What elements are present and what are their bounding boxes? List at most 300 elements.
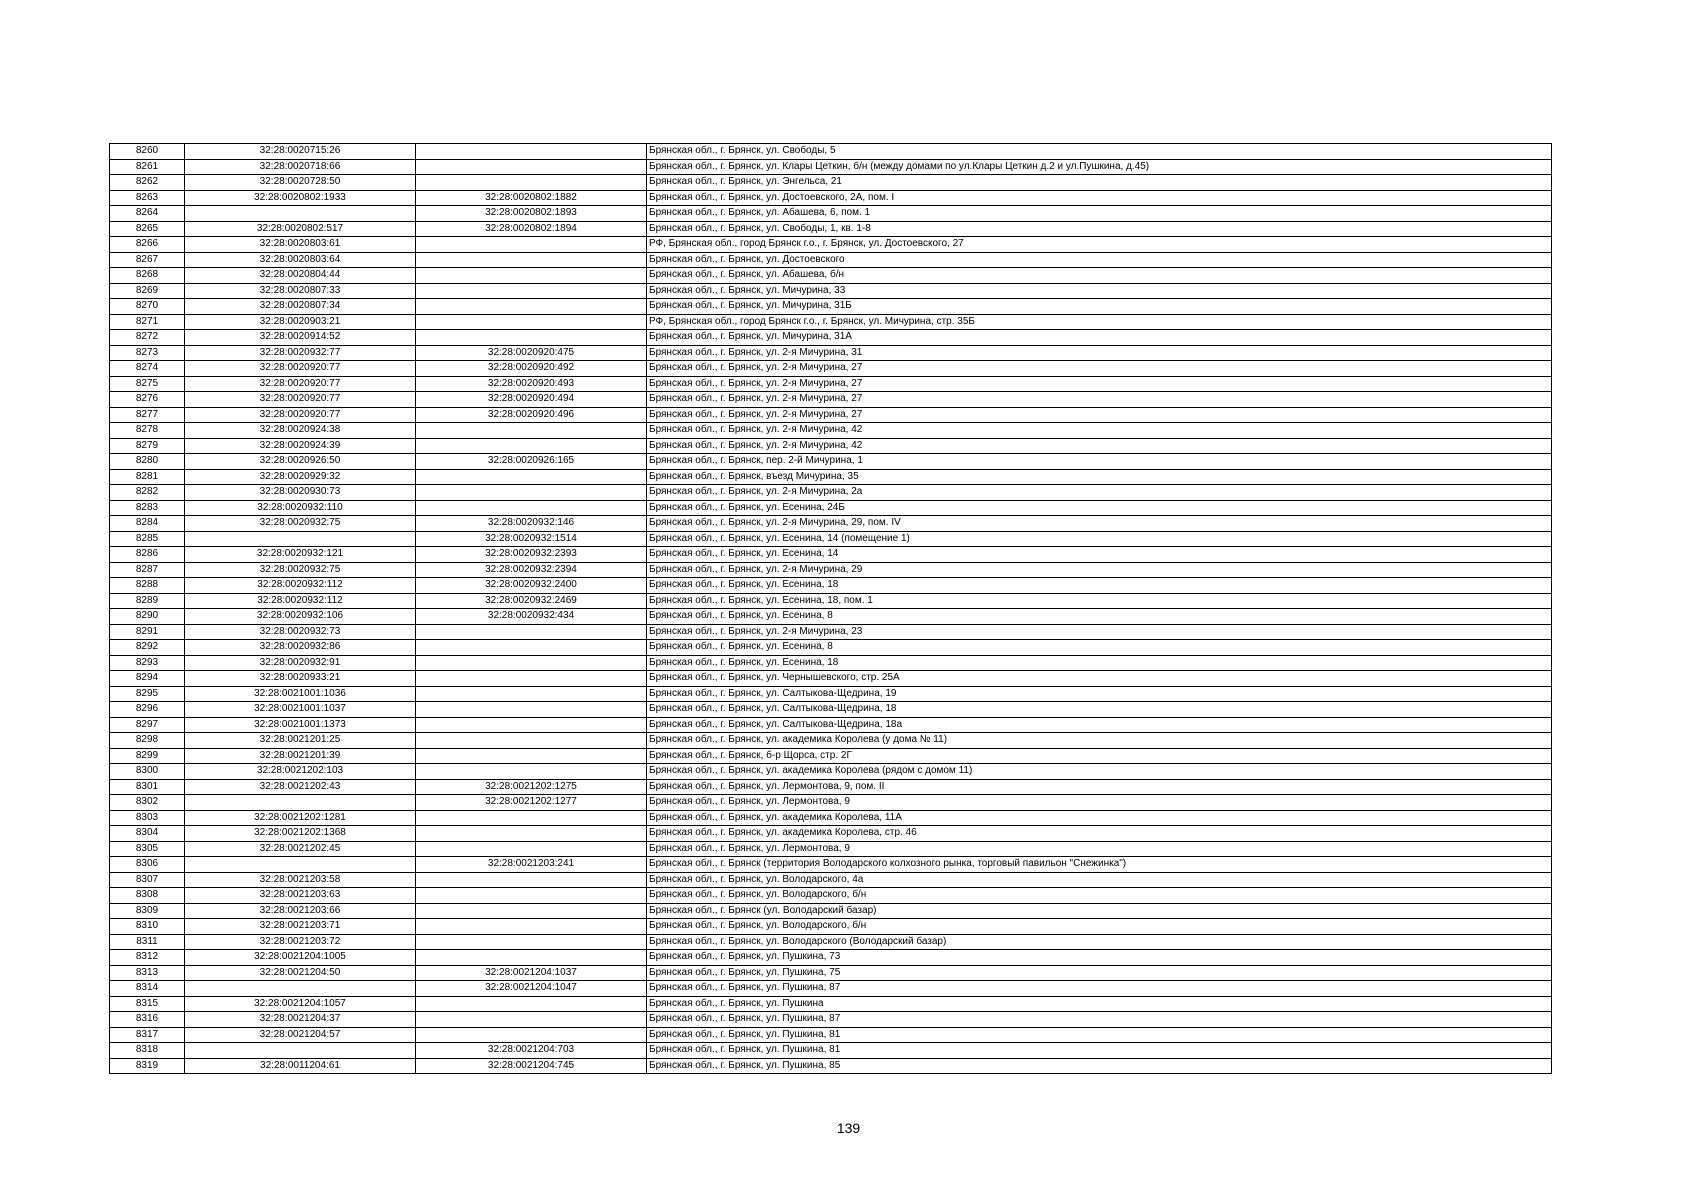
cadastral-number-cell: 32:28:0020920:77 xyxy=(185,361,416,377)
table-row xyxy=(110,361,1552,377)
object-number-cell xyxy=(416,671,647,687)
row-number-cell: 8290 xyxy=(110,609,185,625)
row-number-cell: 8278 xyxy=(110,423,185,439)
address-cell: Брянская обл., г. Брянск, ул. 2-я Мичурина, 2а xyxy=(647,485,1552,501)
table-row xyxy=(110,144,1552,160)
object-number-cell xyxy=(416,996,647,1012)
address-cell: Брянская обл., г. Брянск, ул. академика Королева (у дома № 11) xyxy=(647,733,1552,749)
object-number-cell xyxy=(416,733,647,749)
object-number-cell: 32:28:0020920:492 xyxy=(416,361,647,377)
cadastral-number-cell: 32:28:0020932:75 xyxy=(185,516,416,532)
object-number-cell: 32:28:0020932:2400 xyxy=(416,578,647,594)
object-number-cell: 32:28:0020932:2393 xyxy=(416,547,647,563)
table-row xyxy=(110,1043,1552,1059)
address-cell: Брянская обл., г. Брянск, въезд Мичурина, 35 xyxy=(647,469,1552,485)
table-row xyxy=(110,531,1552,547)
cadastral-number-cell: 32:28:0020932:106 xyxy=(185,609,416,625)
table-row xyxy=(110,1027,1552,1043)
object-number-cell xyxy=(416,469,647,485)
object-number-cell xyxy=(416,423,647,439)
object-number-cell: 32:28:0021204:703 xyxy=(416,1043,647,1059)
row-number-cell: 8317 xyxy=(110,1027,185,1043)
row-number-cell: 8283 xyxy=(110,500,185,516)
object-number-cell: 32:28:0020920:496 xyxy=(416,407,647,423)
row-number-cell: 8315 xyxy=(110,996,185,1012)
object-number-cell xyxy=(416,903,647,919)
row-number-cell: 8289 xyxy=(110,593,185,609)
address-cell: Брянская обл., г. Брянск, ул. Есенина, 18, пом. 1 xyxy=(647,593,1552,609)
cadastral-number-cell: 32:28:0020803:64 xyxy=(185,252,416,268)
address-cell: РФ, Брянская обл., город Брянск г.о., г. Брянск, ул. Достоевского, 27 xyxy=(647,237,1552,253)
register-body xyxy=(110,144,1552,1074)
object-number-cell: 32:28:0020920:493 xyxy=(416,376,647,392)
object-number-cell: 32:28:0020932:434 xyxy=(416,609,647,625)
cadastral-number-cell: 32:28:0021203:63 xyxy=(185,888,416,904)
object-number-cell: 32:28:0021202:1277 xyxy=(416,795,647,811)
cadastral-number-cell: 32:28:0021204:50 xyxy=(185,965,416,981)
address-cell: Брянская обл., г. Брянск, ул. Достоевского, 2А, пом. I xyxy=(647,190,1552,206)
row-number-cell: 8296 xyxy=(110,702,185,718)
object-number-cell xyxy=(416,888,647,904)
cadastral-number-cell: 32:28:0020920:77 xyxy=(185,392,416,408)
table-row xyxy=(110,857,1552,873)
address-cell: Брянская обл., г. Брянск, ул. Пушкина, 73 xyxy=(647,950,1552,966)
object-number-cell: 32:28:0021204:745 xyxy=(416,1058,647,1074)
cadastral-number-cell: 32:28:0021201:39 xyxy=(185,748,416,764)
cadastral-number-cell: 32:28:0020930:73 xyxy=(185,485,416,501)
row-number-cell: 8292 xyxy=(110,640,185,656)
address-cell: Брянская обл., г. Брянск (территория Володарского колхозного рынка, торговый павильон "Снежинка") xyxy=(647,857,1552,873)
table-row xyxy=(110,624,1552,640)
address-cell: Брянская обл., г. Брянск, ул. Энгельса, 21 xyxy=(647,175,1552,191)
address-cell: Брянская обл., г. Брянск, ул. 2-я Мичурина, 29 xyxy=(647,562,1552,578)
row-number-cell: 8276 xyxy=(110,392,185,408)
address-cell: Брянская обл., г. Брянск, ул. Салтыкова-Щедрина, 18 xyxy=(647,702,1552,718)
row-number-cell: 8300 xyxy=(110,764,185,780)
table-row xyxy=(110,779,1552,795)
table-row xyxy=(110,454,1552,470)
table-row xyxy=(110,500,1552,516)
address-cell: Брянская обл., г. Брянск, ул. Мичурина, 31Б xyxy=(647,299,1552,315)
address-cell: Брянская обл., г. Брянск, пер. 2-й Мичурина, 1 xyxy=(647,454,1552,470)
address-cell: Брянская обл., г. Брянск, ул. Абашева, 6, пом. 1 xyxy=(647,206,1552,222)
address-cell: Брянская обл., г. Брянск, ул. Абашева, б/н xyxy=(647,268,1552,284)
address-cell: Брянская обл., г. Брянск, ул. 2-я Мичурина, 29, пом. IV xyxy=(647,516,1552,532)
table-row xyxy=(110,1012,1552,1028)
cadastral-number-cell: 32:28:0021204:57 xyxy=(185,1027,416,1043)
table-row xyxy=(110,392,1552,408)
cadastral-number-cell: 32:28:0021202:43 xyxy=(185,779,416,795)
table-row xyxy=(110,237,1552,253)
object-number-cell: 32:28:0020932:2469 xyxy=(416,593,647,609)
address-cell: Брянская обл., г. Брянск, ул. Свободы, 1, кв. 1-8 xyxy=(647,221,1552,237)
row-number-cell: 8293 xyxy=(110,655,185,671)
table-row xyxy=(110,516,1552,532)
object-number-cell xyxy=(416,438,647,454)
cadastral-number-cell: 32:28:0020728:50 xyxy=(185,175,416,191)
address-cell: Брянская обл., г. Брянск, б-р Щорса, стр. 2Г xyxy=(647,748,1552,764)
table-row xyxy=(110,206,1552,222)
cadastral-number-cell: 32:28:0020929:32 xyxy=(185,469,416,485)
address-cell: Брянская обл., г. Брянск, ул. Володарского, б/н xyxy=(647,888,1552,904)
row-number-cell: 8262 xyxy=(110,175,185,191)
object-number-cell xyxy=(416,500,647,516)
address-cell: Брянская обл., г. Брянск, ул. 2-я Мичурина, 27 xyxy=(647,361,1552,377)
cadastral-number-cell: 32:28:0021204:37 xyxy=(185,1012,416,1028)
row-number-cell: 8314 xyxy=(110,981,185,997)
row-number-cell: 8318 xyxy=(110,1043,185,1059)
address-cell: Брянская обл., г. Брянск, ул. Салтыкова-Щедрина, 19 xyxy=(647,686,1552,702)
cadastral-number-cell: 32:28:0020802:517 xyxy=(185,221,416,237)
cadastral-number-cell: 32:28:0021202:103 xyxy=(185,764,416,780)
object-number-cell xyxy=(416,1012,647,1028)
address-cell: Брянская обл., г. Брянск, ул. Лермонтова, 9 xyxy=(647,841,1552,857)
address-cell: Брянская обл., г. Брянск, ул. Есенина, 18 xyxy=(647,578,1552,594)
address-cell: Брянская обл., г. Брянск, ул. Свободы, 5 xyxy=(647,144,1552,160)
cadastral-number-cell: 32:28:0020802:1933 xyxy=(185,190,416,206)
row-number-cell: 8275 xyxy=(110,376,185,392)
table-row xyxy=(110,733,1552,749)
cadastral-number-cell: 32:28:0021203:66 xyxy=(185,903,416,919)
table-row xyxy=(110,485,1552,501)
table-row xyxy=(110,407,1552,423)
address-cell: Брянская обл., г. Брянск, ул. Володарского, б/н xyxy=(647,919,1552,935)
object-number-cell xyxy=(416,283,647,299)
object-number-cell xyxy=(416,159,647,175)
object-number-cell: 32:28:0020802:1882 xyxy=(416,190,647,206)
address-cell: Брянская обл., г. Брянск, ул. Пушкина, 85 xyxy=(647,1058,1552,1074)
row-number-cell: 8313 xyxy=(110,965,185,981)
object-number-cell: 32:28:0021204:1037 xyxy=(416,965,647,981)
object-number-cell xyxy=(416,919,647,935)
row-number-cell: 8291 xyxy=(110,624,185,640)
object-number-cell xyxy=(416,485,647,501)
object-number-cell: 32:28:0020802:1894 xyxy=(416,221,647,237)
object-number-cell xyxy=(416,764,647,780)
address-cell: Брянская обл., г. Брянск, ул. Пушкина xyxy=(647,996,1552,1012)
row-number-cell: 8280 xyxy=(110,454,185,470)
row-number-cell: 8279 xyxy=(110,438,185,454)
table-row xyxy=(110,593,1552,609)
object-number-cell: 32:28:0020920:494 xyxy=(416,392,647,408)
cadastral-number-cell: 32:28:0020807:34 xyxy=(185,299,416,315)
cadastral-number-cell: 32:28:0020803:61 xyxy=(185,237,416,253)
object-number-cell: 32:28:0020920:475 xyxy=(416,345,647,361)
object-number-cell xyxy=(416,299,647,315)
table-row xyxy=(110,640,1552,656)
object-number-cell xyxy=(416,717,647,733)
object-number-cell xyxy=(416,640,647,656)
row-number-cell: 8297 xyxy=(110,717,185,733)
table-row xyxy=(110,702,1552,718)
cadastral-number-cell: 32:28:0020903:21 xyxy=(185,314,416,330)
address-cell: Брянская обл., г. Брянск, ул. Мичурина, 33 xyxy=(647,283,1552,299)
cadastral-number-cell: 32:28:0020926:50 xyxy=(185,454,416,470)
cadastral-number-cell: 32:28:0021202:45 xyxy=(185,841,416,857)
row-number-cell: 8281 xyxy=(110,469,185,485)
table-row xyxy=(110,888,1552,904)
object-number-cell xyxy=(416,748,647,764)
object-number-cell xyxy=(416,810,647,826)
table-row xyxy=(110,423,1552,439)
cadastral-number-cell: 32:28:0021001:1037 xyxy=(185,702,416,718)
table-row xyxy=(110,872,1552,888)
cadastral-number-cell: 32:28:0020804:44 xyxy=(185,268,416,284)
address-cell: Брянская обл., г. Брянск, ул. 2-я Мичурина, 27 xyxy=(647,407,1552,423)
row-number-cell: 8273 xyxy=(110,345,185,361)
address-cell: Брянская обл., г. Брянск, ул. 2-я Мичурина, 27 xyxy=(647,376,1552,392)
row-number-cell: 8285 xyxy=(110,531,185,547)
row-number-cell: 8287 xyxy=(110,562,185,578)
address-cell: Брянская обл., г. Брянск, ул. академика Королева, стр. 46 xyxy=(647,826,1552,842)
table-row xyxy=(110,655,1552,671)
address-cell: Брянская обл., г. Брянск, ул. Салтыкова-Щедрина, 18а xyxy=(647,717,1552,733)
address-cell: Брянская обл., г. Брянск, ул. Лермонтова, 9 xyxy=(647,795,1552,811)
cadastral-number-cell: 32:28:0020932:75 xyxy=(185,562,416,578)
row-number-cell: 8301 xyxy=(110,779,185,795)
page-number: 139 xyxy=(836,1120,861,1136)
table-row xyxy=(110,981,1552,997)
table-row xyxy=(110,686,1552,702)
cadastral-number-cell: 32:28:0020932:121 xyxy=(185,547,416,563)
address-cell: Брянская обл., г. Брянск, ул. Есенина, 14 (помещение 1) xyxy=(647,531,1552,547)
cadastral-number-cell: 32:28:0020932:112 xyxy=(185,578,416,594)
object-number-cell xyxy=(416,841,647,857)
address-cell: Брянская обл., г. Брянск, ул. Есенина, 14 xyxy=(647,547,1552,563)
cadastral-number-cell xyxy=(185,206,416,222)
table-row xyxy=(110,996,1552,1012)
row-number-cell: 8269 xyxy=(110,283,185,299)
address-cell: Брянская обл., г. Брянск, ул. Володарского (Володарский базар) xyxy=(647,934,1552,950)
row-number-cell: 8274 xyxy=(110,361,185,377)
object-number-cell xyxy=(416,330,647,346)
register-table xyxy=(109,143,1552,1074)
cadastral-number-cell: 32:28:0021203:72 xyxy=(185,934,416,950)
row-number-cell: 8260 xyxy=(110,144,185,160)
cadastral-number-cell: 32:28:0020924:39 xyxy=(185,438,416,454)
table-row xyxy=(110,469,1552,485)
cadastral-number-cell: 32:28:0020715:26 xyxy=(185,144,416,160)
address-cell: Брянская обл., г. Брянск, ул. 2-я Мичурина, 42 xyxy=(647,423,1552,439)
row-number-cell: 8277 xyxy=(110,407,185,423)
cadastral-number-cell: 32:28:0020932:77 xyxy=(185,345,416,361)
address-cell: Брянская обл., г. Брянск, ул. Пушкина, 81 xyxy=(647,1043,1552,1059)
table-row xyxy=(110,934,1552,950)
table-row xyxy=(110,919,1552,935)
object-number-cell xyxy=(416,1027,647,1043)
object-number-cell: 32:28:0021203:241 xyxy=(416,857,647,873)
table-row xyxy=(110,903,1552,919)
row-number-cell: 8306 xyxy=(110,857,185,873)
row-number-cell: 8294 xyxy=(110,671,185,687)
row-number-cell: 8267 xyxy=(110,252,185,268)
object-number-cell xyxy=(416,686,647,702)
address-cell: Брянская обл., г. Брянск, ул. Клары Цеткин, б/н (между домами по ул.Клары Цеткин д.2 и ул.Пушкина, д.45) xyxy=(647,159,1552,175)
table-row xyxy=(110,283,1552,299)
address-cell: Брянская обл., г. Брянск, ул. 2-я Мичурина, 23 xyxy=(647,624,1552,640)
table-row xyxy=(110,950,1552,966)
object-number-cell xyxy=(416,655,647,671)
row-number-cell: 8268 xyxy=(110,268,185,284)
table-row xyxy=(110,438,1552,454)
object-number-cell: 32:28:0020932:146 xyxy=(416,516,647,532)
cadastral-number-cell: 32:28:0020718:66 xyxy=(185,159,416,175)
row-number-cell: 8264 xyxy=(110,206,185,222)
cadastral-number-cell xyxy=(185,795,416,811)
cadastral-number-cell: 32:28:0021203:58 xyxy=(185,872,416,888)
address-cell: Брянская обл., г. Брянск, ул. Есенина, 24Б xyxy=(647,500,1552,516)
object-number-cell: 32:28:0021204:1047 xyxy=(416,981,647,997)
table-row xyxy=(110,175,1552,191)
table-row xyxy=(110,795,1552,811)
row-number-cell: 8307 xyxy=(110,872,185,888)
row-number-cell: 8266 xyxy=(110,237,185,253)
object-number-cell xyxy=(416,934,647,950)
address-cell: Брянская обл., г. Брянск, ул. 2-я Мичурина, 27 xyxy=(647,392,1552,408)
object-number-cell xyxy=(416,237,647,253)
table-row xyxy=(110,252,1552,268)
cadastral-number-cell: 32:28:0020914:52 xyxy=(185,330,416,346)
object-number-cell xyxy=(416,314,647,330)
address-cell: Брянская обл., г. Брянск, ул. Пушкина, 75 xyxy=(647,965,1552,981)
row-number-cell: 8282 xyxy=(110,485,185,501)
cadastral-number-cell: 32:28:0020932:73 xyxy=(185,624,416,640)
cadastral-number-cell: 32:28:0021204:1057 xyxy=(185,996,416,1012)
object-number-cell xyxy=(416,950,647,966)
address-cell: Брянская обл., г. Брянск, ул. Есенина, 8 xyxy=(647,640,1552,656)
object-number-cell xyxy=(416,252,647,268)
table-row xyxy=(110,314,1552,330)
object-number-cell xyxy=(416,268,647,284)
cadastral-number-cell: 32:28:0020932:91 xyxy=(185,655,416,671)
cadastral-number-cell: 32:28:0021001:1373 xyxy=(185,717,416,733)
row-number-cell: 8302 xyxy=(110,795,185,811)
address-cell: Брянская обл., г. Брянск, ул. Пушкина, 87 xyxy=(647,1012,1552,1028)
cadastral-number-cell xyxy=(185,981,416,997)
object-number-cell: 32:28:0020802:1893 xyxy=(416,206,647,222)
address-cell: Брянская обл., г. Брянск, ул. Володарского, 4а xyxy=(647,872,1552,888)
row-number-cell: 8304 xyxy=(110,826,185,842)
row-number-cell: 8284 xyxy=(110,516,185,532)
cadastral-number-cell: 32:28:0020807:33 xyxy=(185,283,416,299)
row-number-cell: 8303 xyxy=(110,810,185,826)
address-cell: Брянская обл., г. Брянск, ул. 2-я Мичурина, 31 xyxy=(647,345,1552,361)
cadastral-number-cell: 32:28:0020924:38 xyxy=(185,423,416,439)
address-cell: Брянская обл., г. Брянск, ул. Мичурина, 31А xyxy=(647,330,1552,346)
table-row xyxy=(110,1058,1552,1074)
object-number-cell xyxy=(416,872,647,888)
row-number-cell: 8288 xyxy=(110,578,185,594)
table-row xyxy=(110,609,1552,625)
object-number-cell xyxy=(416,175,647,191)
row-number-cell: 8298 xyxy=(110,733,185,749)
row-number-cell: 8310 xyxy=(110,919,185,935)
table-row xyxy=(110,221,1552,237)
row-number-cell: 8311 xyxy=(110,934,185,950)
object-number-cell xyxy=(416,144,647,160)
object-number-cell xyxy=(416,624,647,640)
row-number-cell: 8308 xyxy=(110,888,185,904)
row-number-cell: 8305 xyxy=(110,841,185,857)
address-cell: Брянская обл., г. Брянск, ул. Чернышевского, стр. 25А xyxy=(647,671,1552,687)
table-row xyxy=(110,578,1552,594)
table-row xyxy=(110,841,1552,857)
address-cell: Брянская обл., г. Брянск, ул. академика Королева, 11А xyxy=(647,810,1552,826)
address-cell: Брянская обл., г. Брянск, ул. Пушкина, 87 xyxy=(647,981,1552,997)
object-number-cell: 32:28:0020926:165 xyxy=(416,454,647,470)
address-cell: Брянская обл., г. Брянск, ул. академика Королева (рядом с домом 11) xyxy=(647,764,1552,780)
object-number-cell: 32:28:0020932:2394 xyxy=(416,562,647,578)
table-row xyxy=(110,748,1552,764)
table-row xyxy=(110,268,1552,284)
cadastral-number-cell: 32:28:0020932:86 xyxy=(185,640,416,656)
address-cell: РФ, Брянская обл., город Брянск г.о., г. Брянск, ул. Мичурина, стр. 35Б xyxy=(647,314,1552,330)
table-row xyxy=(110,562,1552,578)
cadastral-number-cell: 32:28:0020933:21 xyxy=(185,671,416,687)
row-number-cell: 8265 xyxy=(110,221,185,237)
address-cell: Брянская обл., г. Брянск, ул. Лермонтова, 9, пом. II xyxy=(647,779,1552,795)
cadastral-number-cell xyxy=(185,1043,416,1059)
row-number-cell: 8271 xyxy=(110,314,185,330)
address-cell: Брянская обл., г. Брянск, ул. 2-я Мичурина, 42 xyxy=(647,438,1552,454)
row-number-cell: 8309 xyxy=(110,903,185,919)
table-row xyxy=(110,671,1552,687)
table-row xyxy=(110,965,1552,981)
row-number-cell: 8299 xyxy=(110,748,185,764)
cadastral-number-cell: 32:28:0020920:77 xyxy=(185,376,416,392)
cadastral-number-cell: 32:28:0021202:1368 xyxy=(185,826,416,842)
row-number-cell: 8295 xyxy=(110,686,185,702)
cadastral-number-cell: 32:28:0020932:112 xyxy=(185,593,416,609)
table-row xyxy=(110,345,1552,361)
address-cell: Брянская обл., г. Брянск (ул. Володарский базар) xyxy=(647,903,1552,919)
table-row xyxy=(110,717,1552,733)
row-number-cell: 8286 xyxy=(110,547,185,563)
object-number-cell xyxy=(416,826,647,842)
row-number-cell: 8270 xyxy=(110,299,185,315)
object-number-cell: 32:28:0020932:1514 xyxy=(416,531,647,547)
object-number-cell xyxy=(416,702,647,718)
cadastral-number-cell: 32:28:0021201:25 xyxy=(185,733,416,749)
cadastral-number-cell: 32:28:0020932:110 xyxy=(185,500,416,516)
address-cell: Брянская обл., г. Брянск, ул. Пушкина, 81 xyxy=(647,1027,1552,1043)
cadastral-number-cell: 32:28:0021202:1281 xyxy=(185,810,416,826)
cadastral-number-cell: 32:28:0011204:61 xyxy=(185,1058,416,1074)
row-number-cell: 8316 xyxy=(110,1012,185,1028)
table-row xyxy=(110,159,1552,175)
cadastral-number-cell: 32:28:0021001:1036 xyxy=(185,686,416,702)
table-row xyxy=(110,299,1552,315)
cadastral-number-cell xyxy=(185,857,416,873)
table-row xyxy=(110,330,1552,346)
cadastral-number-cell xyxy=(185,531,416,547)
address-cell: Брянская обл., г. Брянск, ул. Есенина, 8 xyxy=(647,609,1552,625)
table-row xyxy=(110,810,1552,826)
cadastral-number-cell: 32:28:0021204:1005 xyxy=(185,950,416,966)
row-number-cell: 8263 xyxy=(110,190,185,206)
table-row xyxy=(110,376,1552,392)
table-row xyxy=(110,547,1552,563)
object-number-cell: 32:28:0021202:1275 xyxy=(416,779,647,795)
row-number-cell: 8261 xyxy=(110,159,185,175)
table-row xyxy=(110,764,1552,780)
table-row xyxy=(110,190,1552,206)
row-number-cell: 8272 xyxy=(110,330,185,346)
address-cell: Брянская обл., г. Брянск, ул. Достоевского xyxy=(647,252,1552,268)
cadastral-number-cell: 32:28:0020920:77 xyxy=(185,407,416,423)
address-cell: Брянская обл., г. Брянск, ул. Есенина, 18 xyxy=(647,655,1552,671)
cadastral-number-cell: 32:28:0021203:71 xyxy=(185,919,416,935)
